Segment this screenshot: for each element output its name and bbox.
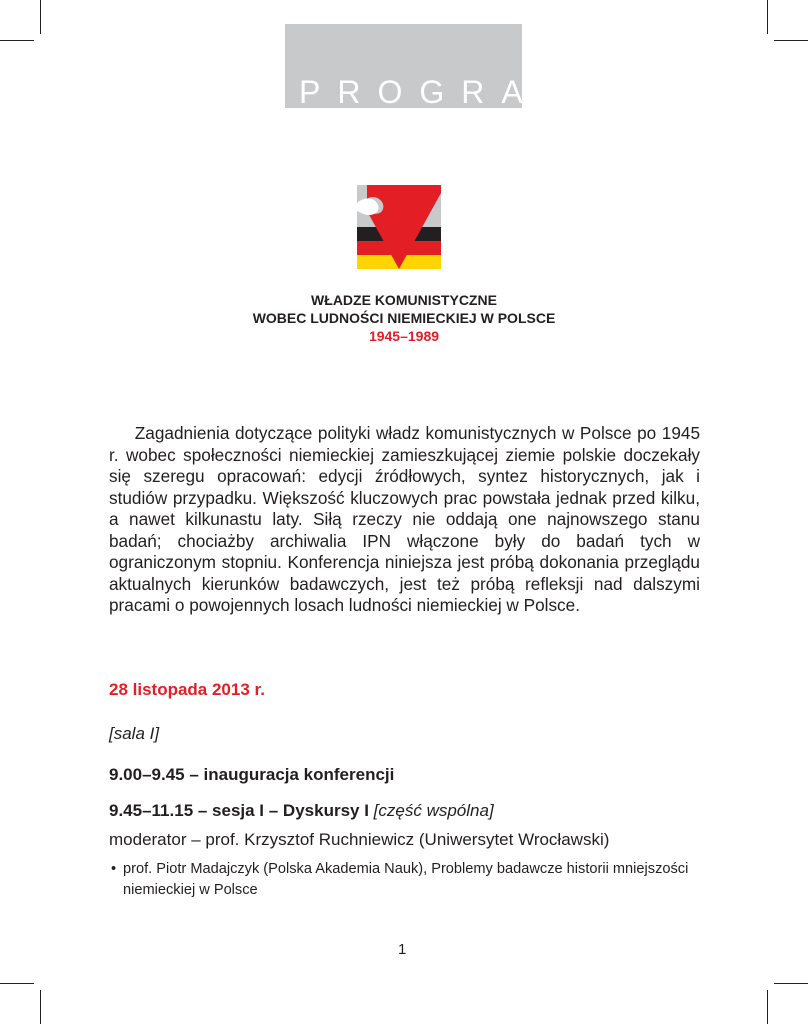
list-item (109, 859, 704, 901)
program-date: 28 listopada 2013 r. (109, 680, 265, 699)
intro-text: Zagadnienia dotyczące polityki władz komunistycznych w Polsce po 1945 r. wobec społeczności niemieckiej zamieszkującej ziemie polskie doczekały się szeregu opracowań: edycji źródłowych, syntez historycznych, jak i studiów przypadku. Większość kluczowych prac powstała jednak przed kilku, a nawet kilkunastu laty. Siłą rzeczy nie oddają one najnowszego stanu badań; chociażby archiwalia IPN włączone były do badań tych w ograniczonym stopniu. Konferencja niniejsza jest próbą dokonania przeglądu aktualnych kierunków badawczych, jest też próbą refleksji nad dalszymi pracami o powojennych losach ludności niemieckiej w Polsce. (109, 423, 700, 615)
program-item-text: 9.45–11.15 – sesja I – Dyskursy I (109, 801, 369, 820)
program-room: [sala I] (109, 724, 160, 743)
talks-list (109, 859, 704, 901)
talk-text: prof. Piotr Madajczyk (Polska Akademia Nauk), Problemy badawcze historii mniejszości niemieckiej w Polsce (123, 861, 689, 898)
crop-mark-bottom-right-vertical (767, 990, 768, 1024)
crop-mark-top-left-vertical (40, 0, 41, 34)
intro-paragraph (109, 423, 700, 617)
conference-title-line1: WŁADZE KOMUNISTYCZNE (311, 292, 497, 308)
conference-years: 1945–1989 (368, 328, 440, 344)
bullet: • (111, 861, 117, 877)
crop-mark-top-left-horizontal (0, 40, 34, 41)
program-item-session-1 (109, 801, 494, 821)
page-number: 1 (398, 941, 407, 958)
session-moderator: moderator – prof. Krzysztof Ruchniewicz (Uniwersytet Wrocławski) (109, 830, 610, 849)
program-item-note: [część wspólna] (373, 801, 494, 820)
crop-mark-bottom-right-horizontal (774, 983, 808, 984)
crop-mark-bottom-left-vertical (40, 990, 41, 1024)
program-item-inauguration (109, 765, 394, 785)
crop-mark-top-right-vertical (767, 0, 768, 34)
program-item-text: 9.00–9.45 – inauguracja konferencji (109, 765, 395, 784)
conference-title (0, 291, 808, 345)
crop-mark-top-right-horizontal (774, 40, 808, 41)
conference-logo (357, 185, 441, 269)
program-title: PROGRAM (299, 74, 584, 110)
crop-mark-bottom-left-horizontal (0, 983, 34, 984)
header-band (285, 24, 584, 110)
conference-title-line2: WOBEC LUDNOŚCI NIEMIECKIEJ W POLSCE (252, 310, 556, 326)
